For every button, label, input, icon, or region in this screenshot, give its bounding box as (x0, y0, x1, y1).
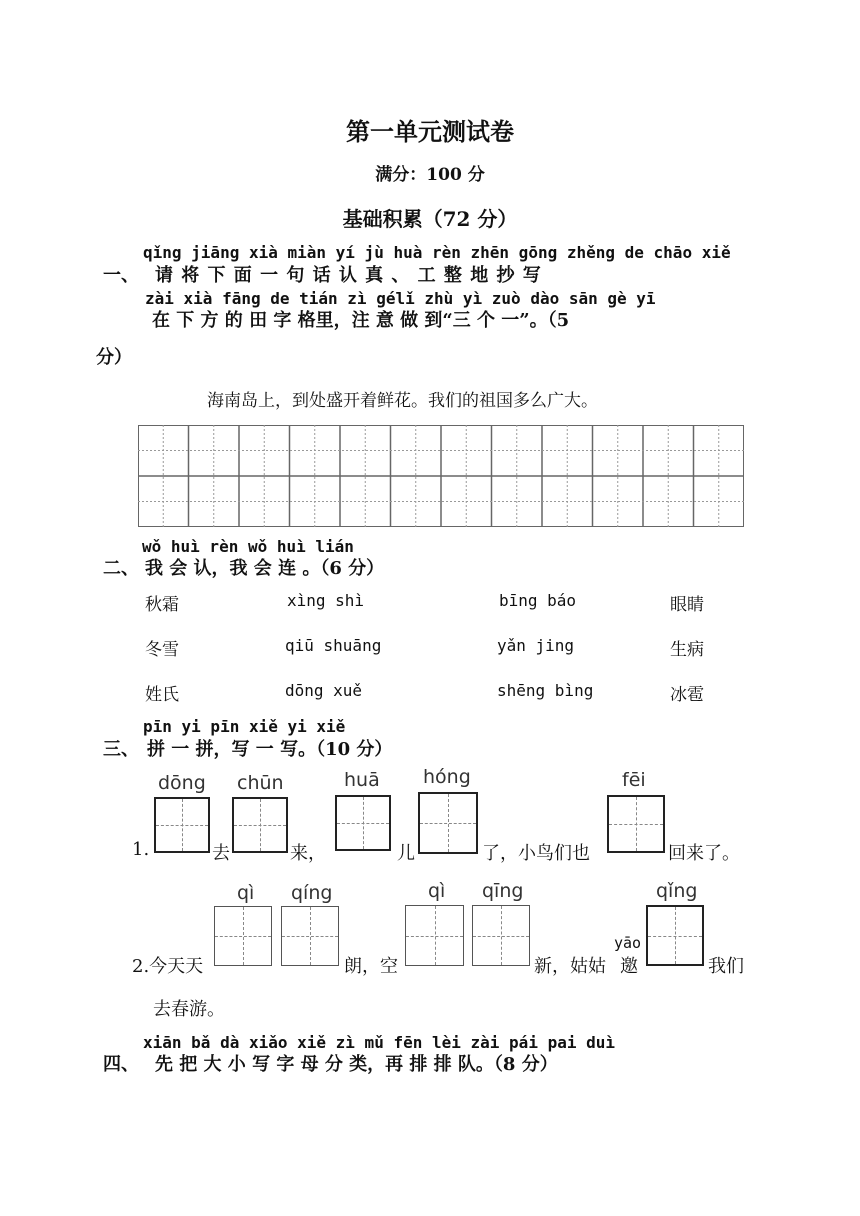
match-word-6[interactable]: 冰雹 (670, 685, 704, 705)
q3-1-text-1: 去 (212, 843, 230, 864)
match-word-1[interactable]: 秋霜 (145, 595, 179, 615)
q3-2-text-3: 邀 (620, 956, 638, 977)
q1-pinyin-line1: qǐng jiāng xià miàn yí jù huà rèn zhēn gōng zhěng de chāo xiě (143, 243, 731, 262)
match-word-2[interactable]: 冬雪 (145, 640, 179, 660)
q3-2-text-1: 朗，空 (344, 956, 398, 977)
q1-text-line1: 请 将 下 面 一 句 话 认 真 、 工 整 地 抄 写 (155, 265, 541, 286)
match-pinyin-2[interactable]: qiū shuāng (285, 636, 382, 655)
q3-1-text-2: 来， (290, 843, 326, 864)
tianzige-lines (138, 425, 744, 527)
q3-1-text-4: 了，小鸟们也 (482, 843, 590, 864)
q1-text-line3: 分） (96, 347, 132, 368)
q2-pinyin: wǒ huì rèn wǒ huì lián (142, 537, 354, 556)
q4-text: 先 把 大 小 写 字 母 分 类，再 排 排 队。（8 分） (155, 1054, 558, 1075)
q3-2-pinyin-1: qì (237, 882, 255, 904)
q3-1-box-1[interactable] (154, 797, 210, 853)
q3-1-pinyin-2: chūn (237, 772, 284, 794)
q1-text-line2: 在 下 方 的 田 字 格里，注 意 做 到“三 个 一”。（5 (152, 310, 570, 331)
q3-2-text-2: 新，姑姑 (534, 956, 606, 977)
match-pinyin-3[interactable]: dōng xuě (285, 681, 363, 700)
q3-2-box-4[interactable] (472, 905, 530, 966)
yao-pinyin: yāo (614, 934, 642, 952)
q3-1-pinyin-4: hóng (423, 766, 471, 788)
q3-text: 拼 一 拼，写 一 写。（10 分） (147, 739, 393, 760)
q3-2-continuation: 去春游。 (153, 999, 225, 1020)
q3-1-pinyin-5: fēi (622, 769, 646, 791)
q2-number: 二、 (103, 558, 139, 579)
q3-number: 三、 (103, 739, 139, 760)
section-heading: 基础积累（72 分） (342, 207, 518, 231)
q3-pinyin: pīn yi pīn xiě yi xiě (143, 717, 346, 736)
page-title: 第一单元测试卷 (346, 117, 514, 146)
q3-2-pinyin-5: qǐng (656, 880, 698, 902)
match-word-5[interactable]: 生病 (670, 640, 704, 660)
q3-2-pinyin-2: qíng (291, 882, 333, 904)
q3-2-box-2[interactable] (281, 906, 339, 966)
match-pinyin-6[interactable]: shēng bìng (497, 681, 594, 700)
q3-1-text-3: 儿 (397, 843, 415, 864)
q1-number: 一、 (103, 265, 139, 286)
q3-1-box-3[interactable] (335, 795, 391, 851)
match-word-3[interactable]: 姓氏 (145, 685, 179, 705)
q3-2-box-5[interactable] (646, 905, 704, 966)
match-word-4[interactable]: 眼睛 (670, 595, 704, 615)
q3-1-text-5: 回来了。 (668, 843, 740, 864)
q3-2-pinyin-4: qīng (482, 880, 524, 902)
match-pinyin-1[interactable]: xìng shì (287, 591, 365, 610)
q4-number: 四、 (103, 1054, 139, 1075)
match-pinyin-5[interactable]: yǎn jing (497, 636, 575, 655)
q1-pinyin-line2: zài xià fāng de tián zì gélǐ zhù yì zuò dào sān gè yī (145, 289, 656, 308)
q3-1-box-2[interactable] (232, 797, 288, 853)
copy-sentence: 海南岛上，到处盛开着鲜花。我们的祖国多么广大。 (207, 391, 598, 411)
full-score: 满分：100 分 (375, 165, 485, 185)
q3-2-box-3[interactable] (405, 905, 464, 966)
q3-2-pinyin-3: qì (428, 880, 446, 902)
q4-pinyin: xiān bǎ dà xiǎo xiě zì mǔ fēn lèi zài pái pai duì (143, 1033, 616, 1052)
q3-2-prefix: 2.今天天 (132, 956, 204, 977)
q3-1-prefix: 1. (132, 839, 150, 860)
q3-1-box-5[interactable] (607, 795, 665, 853)
q3-2-text-4: 我们 (708, 956, 744, 977)
q3-2-box-1[interactable] (214, 906, 272, 966)
q3-1-box-4[interactable] (418, 792, 478, 854)
q3-1-pinyin-3: huā (344, 769, 380, 791)
q3-1-pinyin-1: dōng (158, 772, 206, 794)
q2-text: 我 会 认，我 会 连 。（6 分） (145, 558, 385, 579)
match-pinyin-4[interactable]: bīng báo (499, 591, 577, 610)
tianzige-grid[interactable] (138, 425, 744, 527)
